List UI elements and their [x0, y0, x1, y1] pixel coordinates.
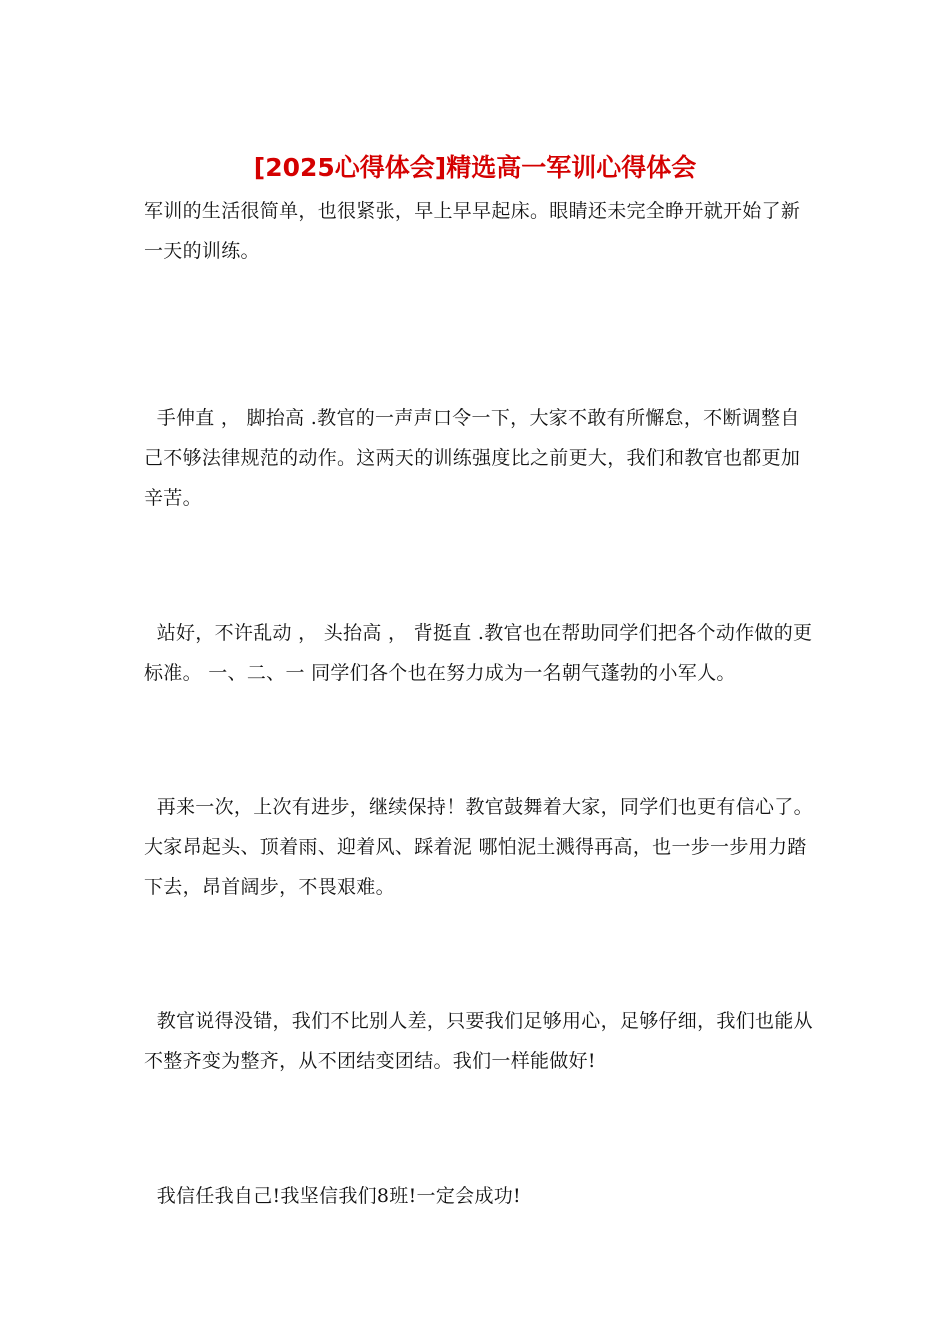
paragraph-6: 我信任我自己!我坚信我们8班!一定会成功! [144, 1185, 521, 1207]
paragraph-2: 手伸直 ， 脚抬高 .教官的一声声口令一下，大家不敢有所懈怠，不断调整自己不够法律规范的动作。这两天的训练强度比之前更大，我们和教官也都更加辛苦。 [144, 407, 801, 509]
paragraph-5: 教官说得没错，我们不比别人差，只要我们足够用心，足够仔细，我们也能从不整齐变为整齐，从不团结变团结。我们一样能做好! [144, 1010, 813, 1072]
paragraph-3: 站好，不许乱动 ， 头抬高 ， 背挺直 .教官也在帮助同学们把各个动作做的更标准。 一、二、一 同学们各个也在努力成为一名朝气蓬勃的小军人。 [144, 622, 813, 684]
paragraph-1: 军训的生活很简单，也很紧张，早上早早起床。眼睛还未完全睁开就开始了新一天的训练。 [144, 200, 801, 262]
document-title: [2025心得体会]精选高一军训心得体会 [253, 153, 697, 182]
paragraph-4: 再来一次，上次有进步，继续保持！教官鼓舞着大家，同学们也更有信心了。大家昂起头、顶着雨、迎着风、踩着泥 哪怕泥土溅得再高，也一步一步用力踏下去，昂首阔步，不畏艰难。 [144, 796, 813, 898]
